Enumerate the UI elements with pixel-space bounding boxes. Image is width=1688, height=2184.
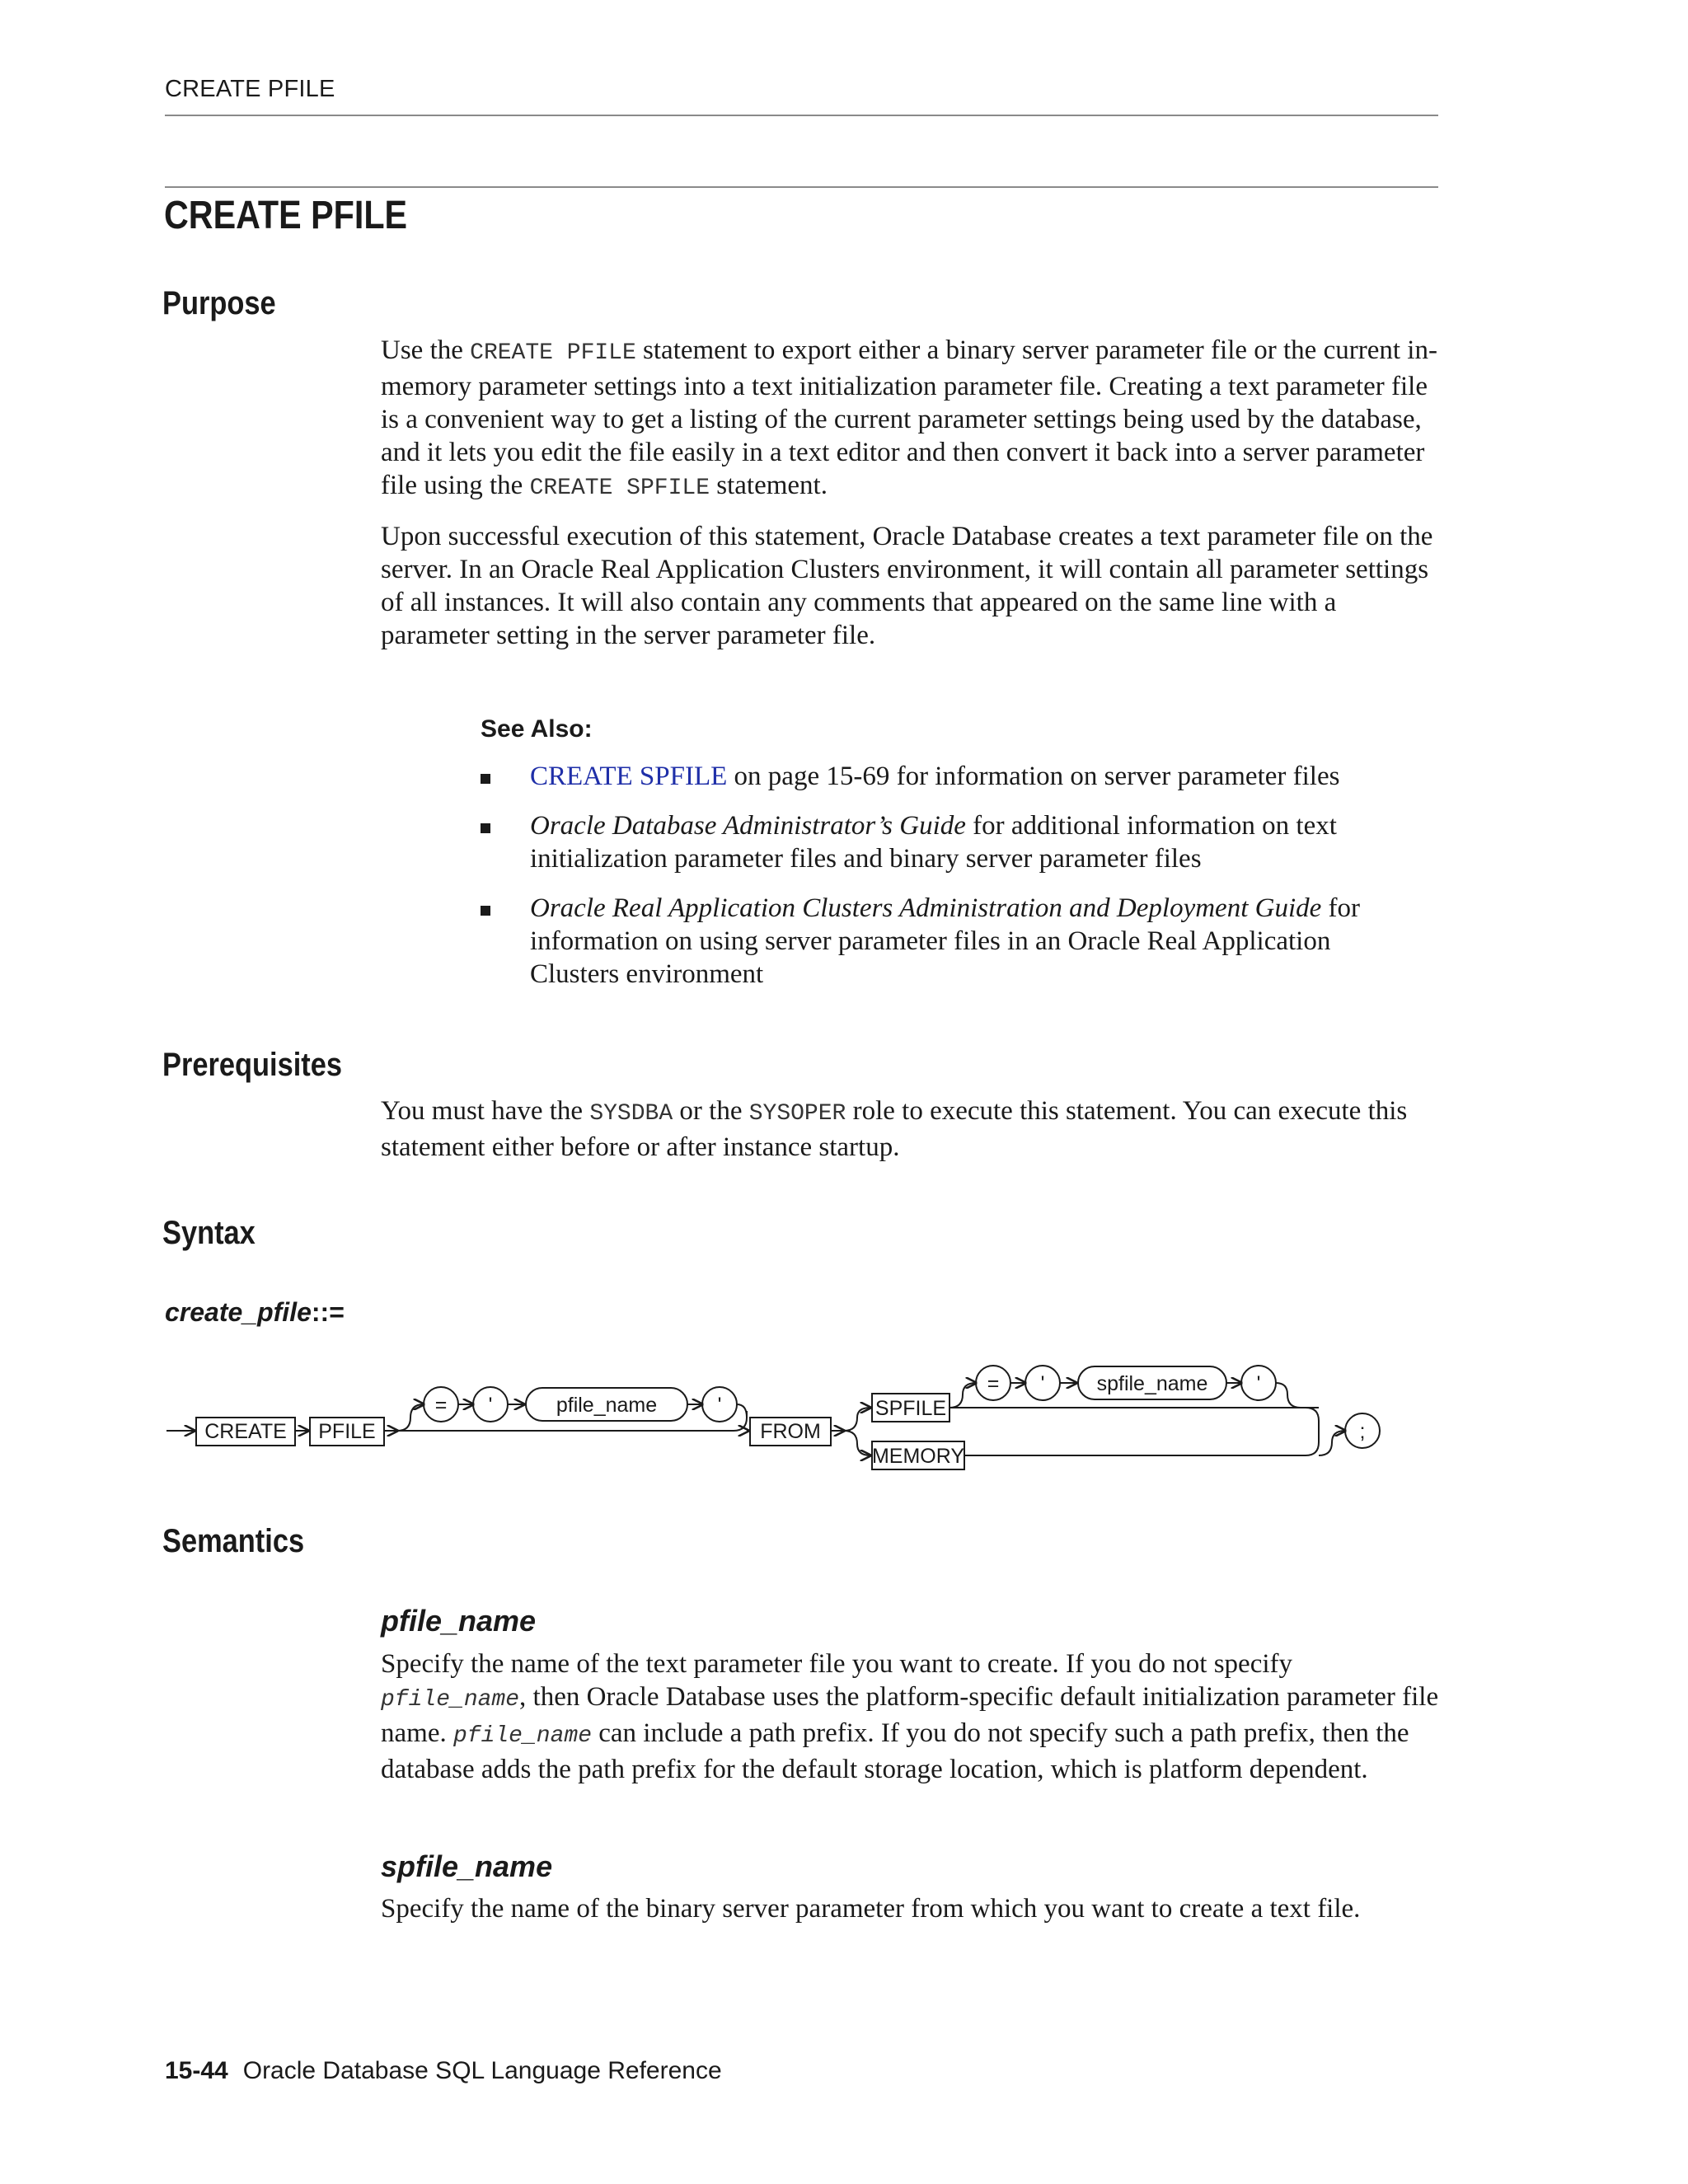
quote-text: ': [717, 1394, 722, 1417]
quote-text: ': [1040, 1372, 1045, 1395]
create-keyword: CREATE: [204, 1420, 287, 1443]
pfile-name-text: pfile_name: [556, 1394, 658, 1417]
page-number: 15-44: [165, 2057, 228, 2084]
see-also-item: CREATE SPFILE on page 15-69 for information on server parameter files: [481, 760, 1371, 793]
see-also-item: Oracle Real Application Clusters Administration and Deployment Guide for information on using server parameter files in an Oracle Real Application Clusters environment: [481, 892, 1371, 991]
spfile-keyword: SPFILE: [874, 1397, 947, 1420]
bullet-icon: [481, 823, 490, 833]
see-also-heading: See Also:: [481, 715, 593, 743]
purpose-paragraph-2: Upon successful execution of this statement, Oracle Database creates a text parameter file on the server. In an Oracle Real Application Clusters environment, it will contain all parameter settings of all instances. It will also contain any comments that appeared on the same line with a parameter setting in the server parameter file.: [381, 522, 1433, 650]
running-header: CREATE PFILE: [165, 76, 335, 102]
semantics-heading: Semantics: [162, 1523, 305, 1559]
title-rule: [165, 186, 1438, 188]
create-spfile-link[interactable]: CREATE SPFILE: [530, 762, 728, 791]
spfile-name-term: spfile_name: [381, 1849, 553, 1883]
syntax-diagram: [157, 1352, 1409, 1500]
from-keyword: FROM: [760, 1420, 821, 1443]
book-title: Oracle Database Administrator’s Guide: [530, 811, 966, 841]
header-rule: [165, 115, 1438, 116]
semicolon-text: ;: [1359, 1420, 1366, 1443]
equals-text: =: [434, 1394, 448, 1417]
pfile-keyword: PFILE: [318, 1420, 376, 1443]
prerequisites-text: You must have the SYSDBA or the SYSOPER role to execute this statement. You can execute this statement either before or after instance startup.: [381, 1096, 1408, 1162]
purpose-heading: Purpose: [162, 285, 276, 321]
spfile-name-description: Specify the name of the binary server parameter from which you want to create a text file.: [381, 1894, 1361, 1924]
bullet-icon: [481, 906, 490, 916]
production-label: create_pfile::=: [165, 1297, 345, 1327]
pfile-name-description: Specify the name of the text parameter file you want to create. If you do not specify pfile_name, then Oracle Database uses the platform-specific default initialization parameter file name. pfile_name can include a path prefix. If you do not specify such a path prefix, then the database adds the path prefix for the default storage location, which is platform dependent.: [381, 1649, 1439, 1784]
purpose-paragraph-1: Use the CREATE PFILE statement to export either a binary server parameter file or the current in-memory parameter settings into a text initialization parameter file. Creating a text parameter file is a convenient way to get a listing of the current parameter settings being used by the database, and it lets you edit the file easily in a text editor and then convert it back into a server parameter file using the CREATE SPFILE statement.: [381, 335, 1437, 501]
memory-keyword: MEMORY: [871, 1445, 965, 1468]
equals-text: =: [987, 1372, 1000, 1395]
quote-text: ': [488, 1394, 493, 1417]
see-also-item: Oracle Database Administrator’s Guide for additional information on text initialization parameter files and binary server parameter files: [481, 809, 1371, 875]
page-footer: [165, 2057, 722, 2085]
bullet-icon: [481, 774, 490, 784]
page-title: CREATE PFILE: [164, 194, 408, 237]
prerequisites-heading: Prerequisites: [162, 1047, 342, 1083]
book-title: Oracle Real Application Clusters Administration and Deployment Guide: [530, 893, 1322, 923]
book-title-footer: Oracle Database SQL Language Reference: [242, 2057, 722, 2084]
quote-text: ': [1256, 1372, 1261, 1395]
purpose-text: [381, 334, 1444, 652]
spfile-name-text: spfile_name: [1096, 1372, 1208, 1395]
pfile-name-term: pfile_name: [381, 1604, 537, 1638]
syntax-heading: Syntax: [162, 1215, 256, 1251]
see-also-list: [481, 760, 1371, 1007]
